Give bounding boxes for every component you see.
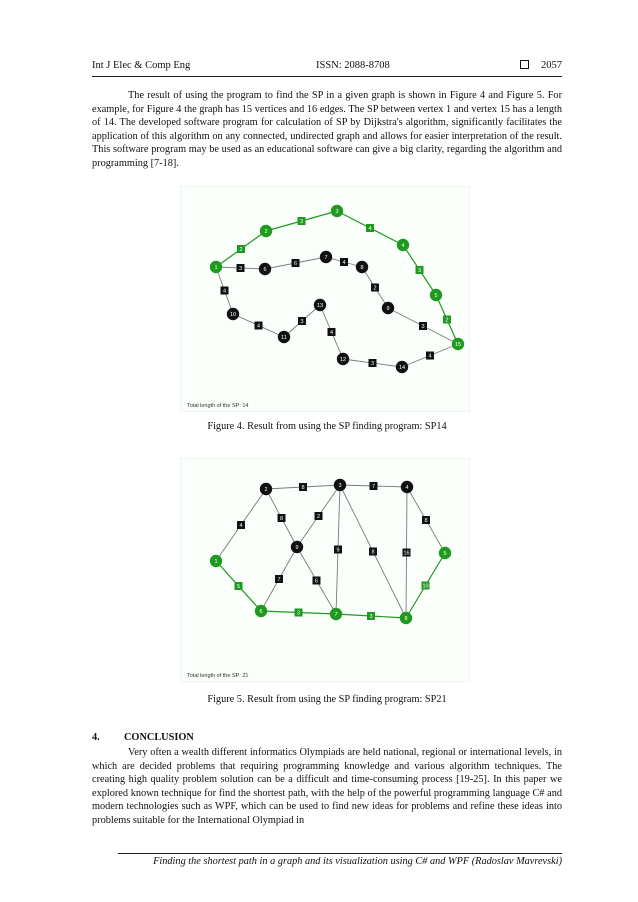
edge-weight-1-10 bbox=[221, 287, 229, 295]
vertex-14 bbox=[396, 361, 408, 373]
vertex-label: 1 bbox=[214, 265, 218, 271]
vertex-8 bbox=[400, 612, 412, 624]
issn: ISSN: 2088-8708 bbox=[316, 60, 390, 71]
figure-5-caption: Figure 5. Result from using the SP finding program: SP21 bbox=[207, 694, 447, 705]
edge-weight-label: 3 bbox=[421, 324, 425, 331]
edge-weight-10-11 bbox=[255, 322, 263, 330]
edge-weight-label: 16 bbox=[403, 550, 410, 557]
vertex-4 bbox=[397, 239, 409, 251]
edge-weight-label: 8 bbox=[371, 549, 375, 556]
edge-weight-label: 8 bbox=[301, 485, 305, 492]
edge-weight-4-5 bbox=[422, 516, 430, 524]
vertex-label: 3 bbox=[335, 209, 339, 215]
header-rule bbox=[92, 76, 562, 77]
figure-4-svg bbox=[181, 187, 469, 411]
edge-weight-2-3 bbox=[299, 483, 307, 491]
edge-weight-9-15 bbox=[419, 322, 427, 330]
figure-4-caption: Figure 4. Result from using the SP finding program: SP14 bbox=[207, 421, 447, 432]
edge-weight-2-3 bbox=[298, 217, 306, 225]
vertex-12 bbox=[337, 353, 349, 365]
vertex-9 bbox=[291, 541, 303, 553]
page-number-area bbox=[520, 60, 562, 71]
edge-weight-label: 4 bbox=[222, 288, 227, 295]
figure-5-graph bbox=[180, 458, 470, 682]
edge-weight-6-7 bbox=[295, 609, 303, 617]
vertex-label: 1 bbox=[214, 559, 218, 565]
edge-weight-label: 10 bbox=[422, 583, 429, 590]
vertex-label: 9 bbox=[295, 545, 299, 551]
edge-weight-1-2 bbox=[237, 521, 245, 529]
edge-weight-label: 7 bbox=[277, 577, 281, 584]
edge-weight-9-6 bbox=[275, 575, 283, 583]
edge-weight-12-14 bbox=[369, 359, 377, 367]
vertex-13 bbox=[314, 299, 326, 311]
body-paragraph-2: Very often a wealth different informatics Olympiads are held national, regional or international levels, in which are decided problems that requiring programming knowledge and various algorithm techniques. The creating high quality problem solution can be a difficult and time-consuming process [19-25]. In this paper we explored known technique for find the shortest path, with the help of the powerful programming language C# and modern technologies such as WPF, which can be used to find new ideas for problems and refine these ideas into problems suitable for the International Olympiad in bbox=[92, 747, 562, 826]
vertex-label: 5 bbox=[434, 293, 438, 299]
edge-weight-label: 4 bbox=[329, 330, 334, 337]
edge-weight-label: 3 bbox=[417, 268, 422, 275]
vertex-8 bbox=[356, 261, 368, 273]
edge-weight-label: 4 bbox=[342, 260, 346, 267]
vertex-2 bbox=[260, 225, 272, 237]
vertex-10 bbox=[227, 308, 239, 320]
vertex-11 bbox=[278, 331, 290, 343]
vertex-label: 10 bbox=[229, 312, 237, 318]
figure-5-edges bbox=[216, 485, 445, 621]
edge-weight-8-9 bbox=[371, 284, 379, 292]
figure-4-vertices bbox=[210, 205, 464, 373]
vertex-5 bbox=[430, 289, 442, 301]
vertex-7 bbox=[320, 251, 332, 263]
vertex-label: 9 bbox=[386, 306, 390, 312]
edge-weight-3-4 bbox=[370, 482, 378, 490]
figure-5-total-label: Total length of the SP: 21 bbox=[187, 673, 249, 679]
edge-weight-label: 4 bbox=[368, 226, 372, 233]
edge-weight-label: 2 bbox=[373, 285, 377, 292]
section-title: CONCLUSION bbox=[124, 732, 194, 743]
edge-weight-label: 5 bbox=[236, 584, 241, 591]
vertex-label: 15 bbox=[454, 342, 462, 348]
edge-weight-label: 8 bbox=[424, 518, 428, 525]
vertex-label: 12 bbox=[339, 357, 347, 363]
edge-weight-label: 6 bbox=[293, 261, 298, 268]
running-footer: Finding the shortest path in a graph and its visualization using C# and WPF (Radoslav Mavrevski) bbox=[153, 856, 562, 867]
edge-weight-9-7 bbox=[313, 577, 321, 585]
vertex-6 bbox=[259, 263, 271, 275]
edge-weight-8-5 bbox=[422, 582, 430, 590]
edge-weight-1-6 bbox=[235, 582, 243, 590]
running-header bbox=[92, 60, 562, 76]
edge-weight-label: 3 bbox=[369, 614, 373, 621]
vertex-label: 7 bbox=[334, 612, 338, 618]
edge-weight-3-9 bbox=[315, 512, 323, 520]
edge-weight-label: 3 bbox=[300, 319, 304, 326]
body-paragraph-1: The result of using the program to find the SP in a given graph is shown in Figure 4 and Figure 5. For example, for Figure 4 the graph has 15 vertices and 16 edges. The SP between vertex 1 and vertex 15 has a length of 14. The developed software program for calculation of SP by Dijkstra's algorithm, significantly facilitates the application of this algorithm on any connected, undirected graph and allows for easier interpretation of the result. This software program may be used as an educational software can give a big clarity, regarding the algorithm and programming [7-18]. bbox=[92, 90, 562, 169]
footer-rule bbox=[118, 853, 562, 854]
vertex-7 bbox=[330, 608, 342, 620]
edge-weight-label: 4 bbox=[239, 523, 243, 530]
vertex-2 bbox=[260, 483, 272, 495]
edge-weight-7-8 bbox=[340, 258, 348, 266]
vertex-label: 3 bbox=[338, 483, 342, 489]
edge-weight-4-8 bbox=[403, 549, 411, 557]
edge-weight-label: 2 bbox=[239, 247, 243, 254]
journal-name: Int J Elec & Comp Eng bbox=[92, 60, 191, 71]
edge-weight-11-13 bbox=[298, 317, 306, 325]
edge-weight-5-15 bbox=[443, 316, 451, 324]
edge-weight-label: 2 bbox=[316, 514, 321, 521]
page-number: 2057 bbox=[541, 60, 562, 71]
edge-weight-1-6 bbox=[237, 264, 245, 272]
figure-4-graph bbox=[180, 186, 470, 412]
vertex-label: 8 bbox=[404, 616, 408, 622]
vertex-15 bbox=[452, 338, 464, 350]
edge-weight-14-15 bbox=[426, 352, 434, 360]
vertex-label: 2 bbox=[264, 487, 268, 493]
edge-weight-label: 3 bbox=[296, 610, 301, 617]
vertex-label: 6 bbox=[259, 609, 263, 615]
edge-weight-4-5 bbox=[416, 266, 424, 274]
vertex-label: 8 bbox=[360, 265, 364, 271]
vertex-5 bbox=[439, 547, 451, 559]
vertex-label: 14 bbox=[398, 365, 406, 371]
section-number: 4. bbox=[92, 732, 100, 743]
vertex-3 bbox=[334, 479, 346, 491]
section-heading bbox=[92, 732, 194, 743]
edge-weight-label: 8 bbox=[279, 516, 284, 523]
edge-weight-label: 3 bbox=[370, 361, 375, 368]
vertex-label: 11 bbox=[281, 335, 287, 341]
vertex-1 bbox=[210, 261, 222, 273]
figure-4-total-label: Total length of the SP: 14 bbox=[187, 403, 249, 409]
edge-weight-label: 6 bbox=[314, 578, 319, 585]
vertex-label: 7 bbox=[324, 255, 328, 261]
figure-5-weights bbox=[235, 482, 431, 620]
vertex-9 bbox=[382, 302, 394, 314]
edge-weight-label: 3 bbox=[299, 219, 304, 226]
edge-weight-13-12 bbox=[328, 328, 336, 336]
vertex-label: 2 bbox=[264, 229, 268, 235]
edge-weight-label: 9 bbox=[336, 547, 340, 554]
edge-weight-label: 7 bbox=[371, 484, 376, 491]
edge-weight-6-7 bbox=[292, 259, 300, 267]
vertex-3 bbox=[331, 205, 343, 217]
vertex-6 bbox=[255, 605, 267, 617]
vertex-label: 13 bbox=[316, 303, 324, 309]
edge-weight-3-4 bbox=[366, 224, 374, 232]
edge-weight-label: 2 bbox=[445, 317, 449, 324]
edge-weight-3-8 bbox=[369, 548, 377, 556]
checkbox-square-icon bbox=[520, 60, 529, 69]
vertex-1 bbox=[210, 555, 222, 567]
edge-weight-label: 4 bbox=[256, 323, 261, 330]
vertex-label: 4 bbox=[401, 243, 405, 249]
figure-5-svg bbox=[181, 459, 469, 681]
edge-weight-2-9 bbox=[278, 514, 286, 522]
vertex-label: 4 bbox=[405, 485, 409, 491]
vertex-label: 6 bbox=[263, 267, 267, 273]
edge-weight-label: 4 bbox=[428, 353, 432, 360]
edge-weight-7-8 bbox=[367, 612, 375, 620]
figure-4-edges bbox=[216, 211, 458, 367]
vertex-label: 5 bbox=[443, 551, 447, 557]
edge-weight-1-2 bbox=[237, 245, 245, 253]
edge-weight-3-7 bbox=[334, 546, 342, 554]
vertex-4 bbox=[401, 481, 413, 493]
edge-weight-label: 3 bbox=[238, 266, 243, 273]
